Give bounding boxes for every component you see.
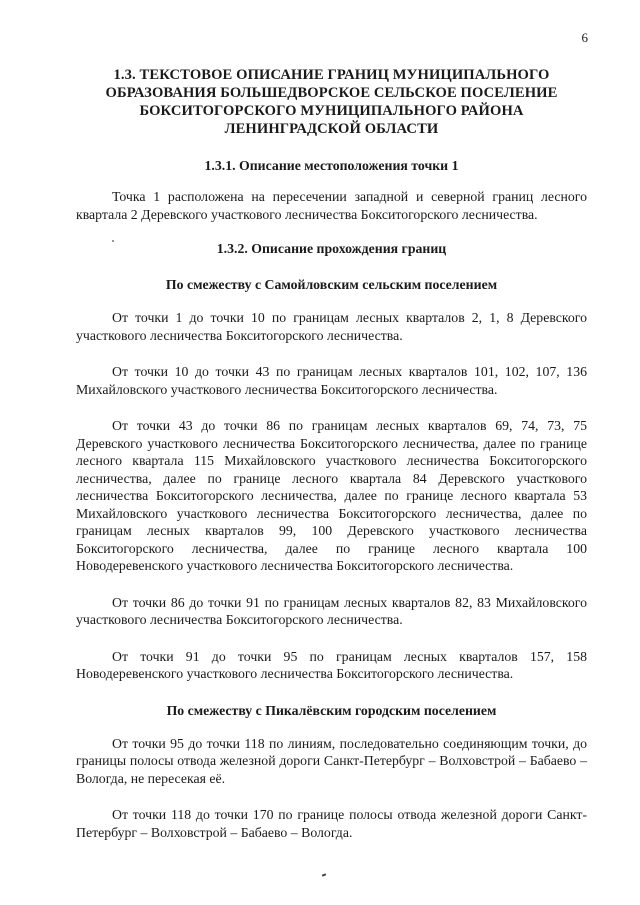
- boundary-paragraph: От точки 118 до точки 170 по границе полосы отвода железной дороги Санкт-Петербург – Волховстрой – Бабаево – Вологда.: [76, 807, 587, 840]
- scan-mark: [322, 873, 326, 876]
- section-1-3-2-heading: 1.3.2. Описание прохождения границ: [216, 241, 447, 256]
- boundary-paragraph: От точки 95 до точки 118 по линиям, последовательно соединяющим точки, до границы полосы отвода железной дороги Санкт-Петербург – Волховстрой – Бабаево – Вологда, не пересекая её.: [76, 735, 587, 786]
- pikalevo-boundary-heading: По смежеству с Пикалёвским городским поселением: [166, 702, 497, 718]
- page-number: 6: [581, 30, 588, 45]
- title-line: ОБРАЗОВАНИЯ БОЛЬШЕДВОРСКОЕ СЕЛЬСКОЕ ПОСЕЛЕНИЕ: [105, 85, 558, 101]
- title-line: ЛЕНИНГРАДСКОЙ ОБЛАСТИ: [224, 121, 439, 137]
- title-line: БОКСИТОГОРСКОГО МУНИЦИПАЛЬНОГО РАЙОНА: [139, 103, 524, 119]
- title-line: 1.3. ТЕКСТОВОЕ ОПИСАНИЕ ГРАНИЦ МУНИЦИПАЛЬНОГО: [113, 67, 550, 83]
- document-title: [76, 66, 587, 138]
- point-1-description: Точка 1 расположена на пересечении западной и северной границ лесного квартала 2 Деревского участкового лесничества Бокситогорского лесничества.: [76, 189, 587, 222]
- scan-speck: [112, 240, 114, 242]
- boundary-paragraph: От точки 86 до точки 91 по границам лесных кварталов 82, 83 Михайловского участкового лесничества Бокситогорского лесничества.: [76, 594, 587, 627]
- boundary-paragraph: От точки 91 до точки 95 по границам лесных кварталов 157, 158 Новодеревенского участкового лесничества Бокситогорского лесничества.: [76, 648, 587, 681]
- document-body: [76, 66, 587, 841]
- samoylovo-boundary-heading: По смежеству с Самойловским сельским поселением: [165, 277, 498, 292]
- boundary-paragraph: От точки 1 до точки 10 по границам лесных кварталов 2, 1, 8 Деревского участкового лесничества Бокситогорского лесничества.: [76, 310, 587, 343]
- section-1-3-1-heading: 1.3.1. Описание местоположения точки 1: [204, 158, 459, 173]
- boundary-paragraph: От точки 10 до точки 43 по границам лесных кварталов 101, 102, 107, 136 Михайловского участкового лесничества Бокситогорского лесничества.: [76, 364, 587, 397]
- boundary-paragraph: От точки 43 до точки 86 по границам лесных кварталов 69, 74, 73, 75 Деревского участкового лесничества Бокситогорского лесничества, далее по границе лесного квартала 115 Михайловского участкового лесничества Бокситогорского лесничества, далее по границе лесного квартала 84 Деревского участкового лесничества Бокситогорского лесничества, далее по границе лесного квартала 53 Михайловского участкового лесничества Бокситогорского лесничества, далее по границам лесных кварталов 99, 100 Деревского участкового лесничества Бокситогорского лесничества, далее по границе лесного квартала 100 Новодеревенского участкового лесничества Бокситогорского лесничества.: [76, 418, 587, 573]
